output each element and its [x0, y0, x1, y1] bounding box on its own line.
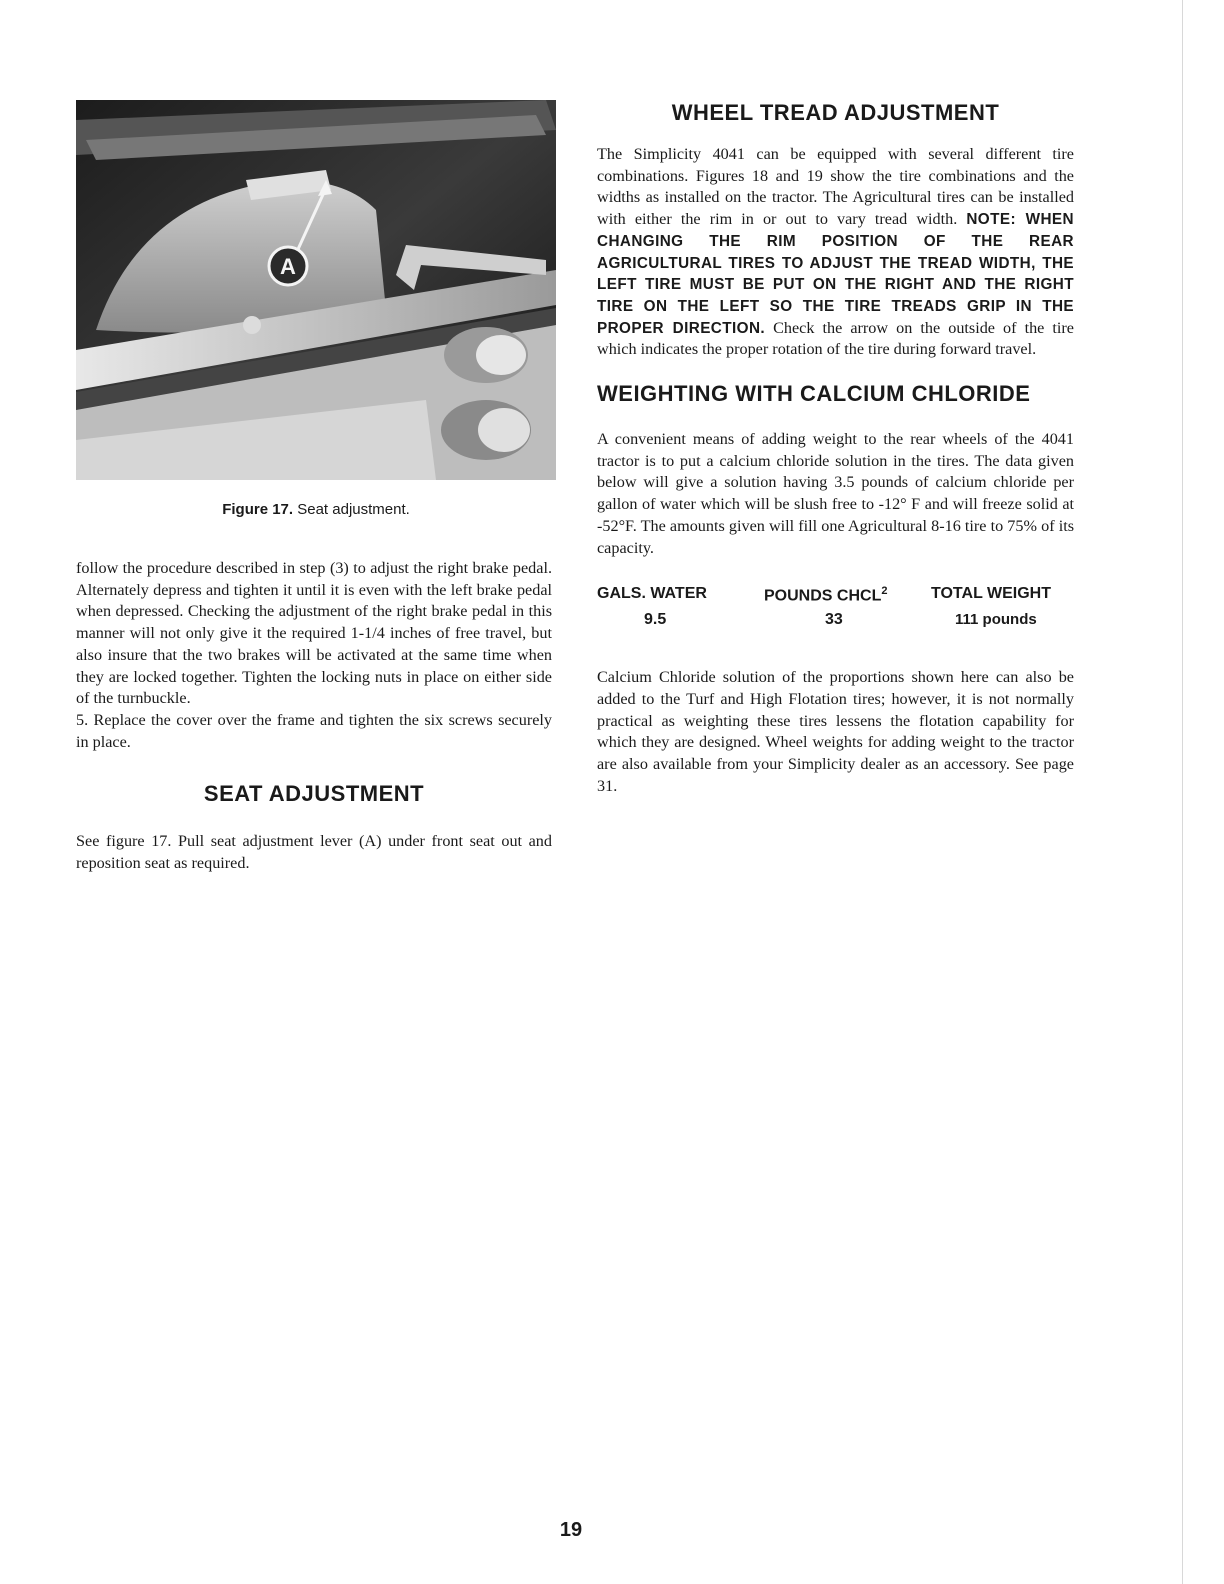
table-row	[597, 611, 1074, 633]
cell-pounds-chcl: 33	[825, 611, 843, 629]
wheel-tread-end: Check the arrow on the outside of the tire which indicates the proper rotation of the tire during forward travel.	[597, 318, 1074, 359]
page-number: 19	[559, 1519, 583, 1541]
calcium-chloride-heading: WEIGHTING WITH CALCIUM CHLORIDE	[597, 381, 1031, 407]
figure-17-photo	[76, 100, 556, 480]
cell-gals-water: 9.5	[644, 611, 667, 629]
caption-text: Seat adjustment.	[293, 501, 410, 518]
wheel-tread-intro: The Simplicity 4041 can be equipped with several different tire combinations. Figures 18 and 19 show the tire combinations and the widths as installed on the tractor. The Agricultural tires can be installed with either the rim in or out to vary tread width.	[597, 145, 1074, 229]
wheel-tread-note: NOTE: WHEN CHANGING THE RIM POSITION OF THE REAR AGRICULTURAL TIRES TO ADJUST THE TREAD WIDTH, THE LEFT TIRE MUST BE PUT ON THE RIGHT AND THE RIGHT TIRE ON THE LEFT SO THE TIRE TREADS GRIP IN THE PROPER DIRECTION.	[597, 211, 1074, 337]
seat-adjustment-paragraph: See figure 17. Pull seat adjustment lever (A) under front seat out and reposition seat as required.	[76, 832, 552, 873]
callout-label-a: A	[280, 254, 296, 279]
scan-edge-line	[1182, 0, 1183, 1584]
seat-mechanism-illustration	[76, 100, 556, 480]
wheel-tread-heading: WHEEL TREAD ADJUSTMENT	[671, 100, 1000, 125]
table-header-row	[597, 585, 1074, 607]
replace-cover-paragraph: 5. Replace the cover over the frame and tighten the six screws securely in place.	[76, 710, 552, 751]
header-gals-water: GALS. WATER	[597, 585, 707, 603]
header-total-weight: TOTAL WEIGHT	[931, 585, 1051, 603]
header-pounds-chcl-sup: 2	[881, 585, 888, 598]
header-pounds-chcl-text: POUNDS CHCL	[764, 587, 882, 605]
left-column	[76, 100, 552, 875]
wheel-tread-paragraph	[597, 144, 1074, 361]
caption-label: Figure 17.	[222, 501, 294, 518]
calcium-data-table	[597, 585, 1074, 633]
header-pounds-chcl	[764, 585, 887, 605]
brake-paragraph: follow the procedure described in step (3) to adjust the right brake pedal. Alternately depress and tighten it until it is even with the left brake pedal when depressed. Checking the adjustment of the right brake pedal in this manner will not only give it the required 1-1/4 inches of free travel, but also insure that the two brakes will be activated at the same time when they are locked together. Tighten the locking nuts in place on either side of the turnbuckle.	[76, 559, 552, 708]
calcium-chloride-paragraph: A convenient means of adding weight to the rear wheels of the 4041 tractor is to put a calcium chloride solution in the tires. The data given below will give a solution having 3.5 pounds of calcium chloride per gallon of water which will be slush free to -12° F and will freeze solid at -52°F. The amounts given will fill one Agricultural 8-16 tire to 75% of its capacity.	[597, 430, 1074, 557]
figure-caption	[76, 501, 556, 518]
seat-adjustment-heading: SEAT ADJUSTMENT	[203, 781, 425, 807]
closing-paragraph: Calcium Chloride solution of the proportions shown here can also be added to the Turf and High Flotation tires; however, it is not normally practical as weighting these tires lessens the flotation capability for which they are designed. Wheel weights for adding weight to the tractor are also available from your Simplicity dealer as an accessory. See page 31.	[597, 668, 1074, 795]
cell-total-weight: 111 pounds	[955, 611, 1037, 629]
right-column	[597, 100, 1074, 797]
